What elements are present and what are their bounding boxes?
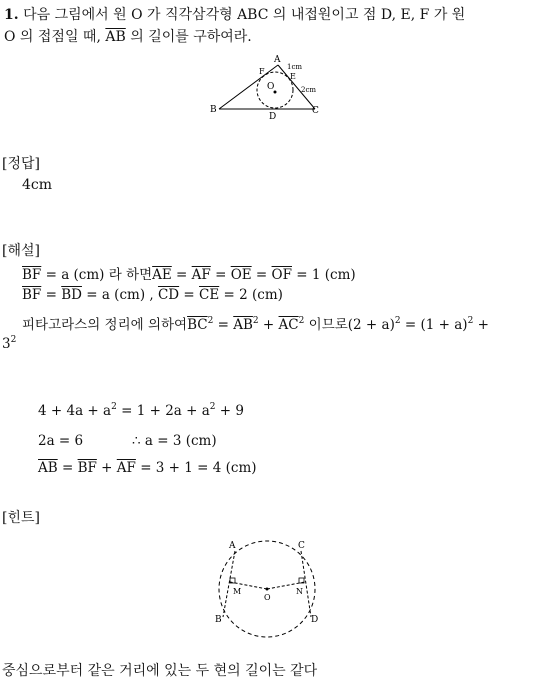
label-d: D [269, 112, 277, 122]
text: = [179, 287, 200, 303]
exponent: 2 [209, 402, 216, 412]
hint-text: 중심으로부터 같은 거리에 있는 두 현의 길이는 같다 [2, 663, 318, 679]
solution-line-4 [2, 336, 16, 352]
triangle-incircle-figure [205, 52, 330, 124]
answer-value: 4cm [22, 177, 53, 193]
label-b: B [210, 105, 217, 115]
text: + 9 [215, 403, 244, 419]
seg-bf: $\overline{BF}$ [22, 267, 42, 283]
problem-text-2a: O 의 접점일 때, [4, 29, 106, 45]
problem-text-1: 다음 그림에서 원 O 가 직각삼각형 ABC 의 내접원이고 점 D, E, F 가 원 [23, 7, 466, 23]
seg-oe: $\overline{OE}$ [230, 267, 252, 283]
seg-bf: $\overline{BF}$ [77, 460, 97, 476]
label-a: A [274, 55, 281, 65]
text: 라 하면 [104, 267, 153, 283]
circle-chords-figure [210, 535, 325, 645]
solution-line-2 [22, 287, 283, 303]
seg-ab: $\overline{AB}$ [38, 460, 58, 476]
seg-cd: $\overline{CD}$ [157, 287, 180, 303]
text: 이므로(2 + a) [304, 317, 395, 333]
seg-af: $\overline{AF}$ [116, 460, 136, 476]
incircle [257, 72, 293, 108]
seg-bd: $\overline{BD}$ [61, 287, 82, 303]
text: = a (cm) [41, 267, 105, 283]
answer-header: [정답] [2, 156, 40, 172]
equation-2-result [132, 433, 217, 449]
text: = [171, 267, 192, 283]
exponent: 2 [10, 335, 17, 345]
text: = [41, 287, 62, 303]
seg-bc: $\overline{BC}$ [187, 317, 208, 333]
text: + [258, 317, 279, 333]
label-e: E [290, 72, 296, 81]
seg-ac: $\overline{AC}$ [278, 317, 299, 333]
problem-line-1 [4, 4, 465, 24]
exponent: 2 [252, 316, 259, 326]
problem-line-2 [4, 26, 252, 46]
segment-ab: $\overline{AB}$ [105, 29, 126, 45]
problem-number: 1. [4, 7, 19, 23]
seg-bf: $\overline{BF}$ [22, 287, 42, 303]
hint-label-o: O [264, 593, 271, 602]
exponent: 2 [207, 316, 214, 326]
text: = a (cm) , [81, 287, 158, 303]
hint-label-b: B [215, 615, 222, 625]
hint-label-c: C [298, 541, 305, 551]
text: 피타고라스의 정리에 의하여 [22, 317, 188, 333]
label-length-2cm: 2cm [301, 86, 317, 94]
text: = (1 + a) [400, 317, 468, 333]
chord-ab [223, 551, 235, 617]
seg-ce: $\overline{CE}$ [199, 287, 220, 303]
text: = [210, 267, 231, 283]
text: = 1 (cm) [291, 267, 356, 283]
hint-label-a: A [229, 541, 236, 551]
exponent: 2 [298, 316, 305, 326]
chord-cd [301, 551, 311, 617]
hint-header: [힌트] [2, 510, 40, 526]
solution-line-1 [22, 263, 356, 283]
text: ∴ a = 3 (cm) [132, 433, 217, 449]
exponent: 2 [111, 402, 117, 412]
text: 4 + 4a + a [38, 403, 112, 419]
hint-label-m: M [233, 587, 242, 596]
equation-3 [38, 460, 257, 476]
label-length-1cm: 1cm [287, 63, 303, 71]
exponent: 2 [394, 316, 401, 326]
hint-label-d: D [311, 615, 319, 625]
text: = 1 + 2a + a [116, 403, 210, 419]
equation-1 [38, 403, 244, 419]
hint-label-n: N [296, 587, 303, 596]
exponent: 2 [467, 316, 474, 326]
text: + [473, 317, 489, 333]
label-f: F [259, 67, 265, 76]
text: = 3 + 1 = 4 (cm) [135, 460, 257, 476]
label-o: O [267, 82, 275, 92]
text: = [57, 460, 78, 476]
seg-ae: $\overline{AE}$ [152, 267, 172, 283]
problem-text-2b: 의 길이를 구하여라. [125, 29, 252, 45]
solution-header: [해설] [2, 243, 40, 259]
text: + [96, 460, 117, 476]
text: = [213, 317, 234, 333]
text: = [251, 267, 272, 283]
center-o-dot [266, 588, 269, 591]
label-c: C [312, 106, 319, 116]
solution-line-3 [22, 313, 489, 333]
text: 3 [2, 336, 11, 352]
text: 2a = 6 [38, 433, 84, 449]
seg-ab: $\overline{AB}$ [233, 317, 253, 333]
equation-2 [38, 433, 83, 449]
seg-of: $\overline{OF}$ [271, 267, 292, 283]
seg-af: $\overline{AF}$ [191, 267, 211, 283]
text: = 2 (cm) [219, 287, 283, 303]
